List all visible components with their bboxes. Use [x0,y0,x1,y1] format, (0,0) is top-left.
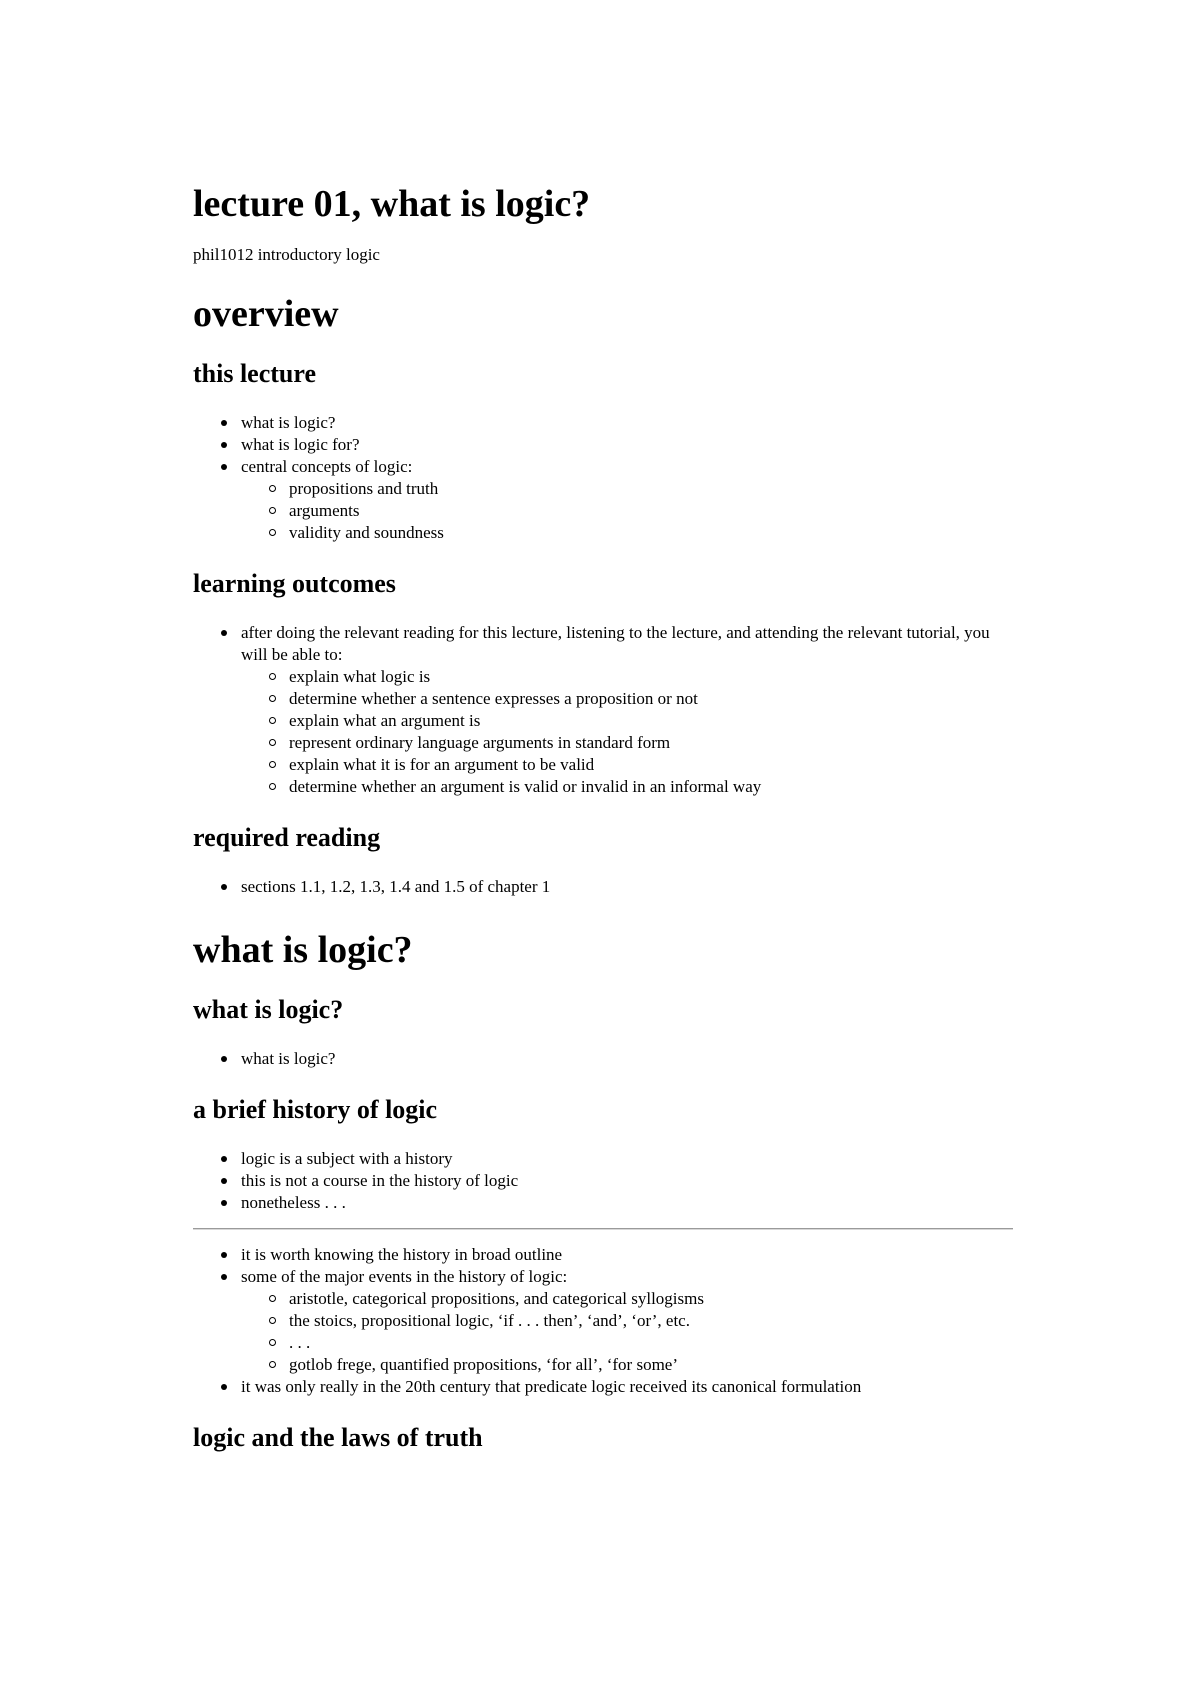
document-title: lecture 01, what is logic? [193,183,591,225]
this-lecture-list [193,412,1013,544]
list-item-text: after doing the relevant reading for this lecture, listening to the lecture, and attending the relevant tutorial, you will be able to: [241,623,990,664]
subheading-laws-of-truth: logic and the laws of truth [193,1423,483,1452]
list-item: what is logic? [193,412,1013,434]
list-item [193,456,1013,544]
learning-outcomes-list [193,622,1013,798]
sublist-item: determine whether an argument is valid or invalid in an informal way [241,776,1013,798]
sublist-item: . . . [241,1332,1013,1354]
required-reading-list [193,876,1013,898]
sublist-item: explain what it is for an argument to be valid [241,754,1013,776]
list-item [193,622,1013,798]
list-item: what is logic? [193,1048,1013,1070]
list-item: what is logic for? [193,434,1013,456]
sublist-item: explain what logic is [241,666,1013,688]
document-body [193,182,1013,1476]
list-item: logic is a subject with a history [193,1148,1013,1170]
what-is-logic-list [193,1048,1013,1070]
list-item: nonetheless . . . [193,1192,1013,1214]
list-item: this is not a course in the history of logic [193,1170,1013,1192]
sublist-item: validity and soundness [241,522,1013,544]
sublist-item: gotlob frege, quantified propositions, ‘for all’, ‘for some’ [241,1354,1013,1376]
horizontal-divider [193,1228,1013,1230]
history-list-before-rule [193,1148,1013,1214]
list-item-text: some of the major events in the history of logic: [241,1267,568,1286]
list-item: it was only really in the 20th century that predicate logic received its canonical formulation [193,1376,1013,1398]
history-events-sublist [241,1288,1013,1376]
central-concepts-sublist [241,478,1013,544]
list-item-text: central concepts of logic: [241,457,413,476]
subheading-learning-outcomes: learning outcomes [193,569,396,598]
section-heading-overview: overview [193,293,339,335]
list-item: it is worth knowing the history in broad outline [193,1244,1013,1266]
sublist-item: aristotle, categorical propositions, and categorical syllogisms [241,1288,1013,1310]
list-item [193,1266,1013,1376]
subheading-what-is-logic: what is logic? [193,995,344,1024]
subheading-required-reading: required reading [193,823,381,852]
sublist-item: arguments [241,500,1013,522]
sublist-item: propositions and truth [241,478,1013,500]
sublist-item: the stoics, propositional logic, ‘if . . . then’, ‘and’, ‘or’, etc. [241,1310,1013,1332]
outcomes-sublist [241,666,1013,798]
subheading-this-lecture: this lecture [193,359,316,388]
section-heading-what-is-logic: what is logic? [193,929,413,971]
sublist-item: explain what an argument is [241,710,1013,732]
list-item: sections 1.1, 1.2, 1.3, 1.4 and 1.5 of chapter 1 [193,876,1013,898]
subheading-brief-history: a brief history of logic [193,1095,438,1124]
history-list-after-rule [193,1244,1013,1398]
sublist-item: represent ordinary language arguments in standard form [241,732,1013,754]
sublist-item: determine whether a sentence expresses a proposition or not [241,688,1013,710]
course-subtitle: phil1012 introductory logic [193,245,380,264]
